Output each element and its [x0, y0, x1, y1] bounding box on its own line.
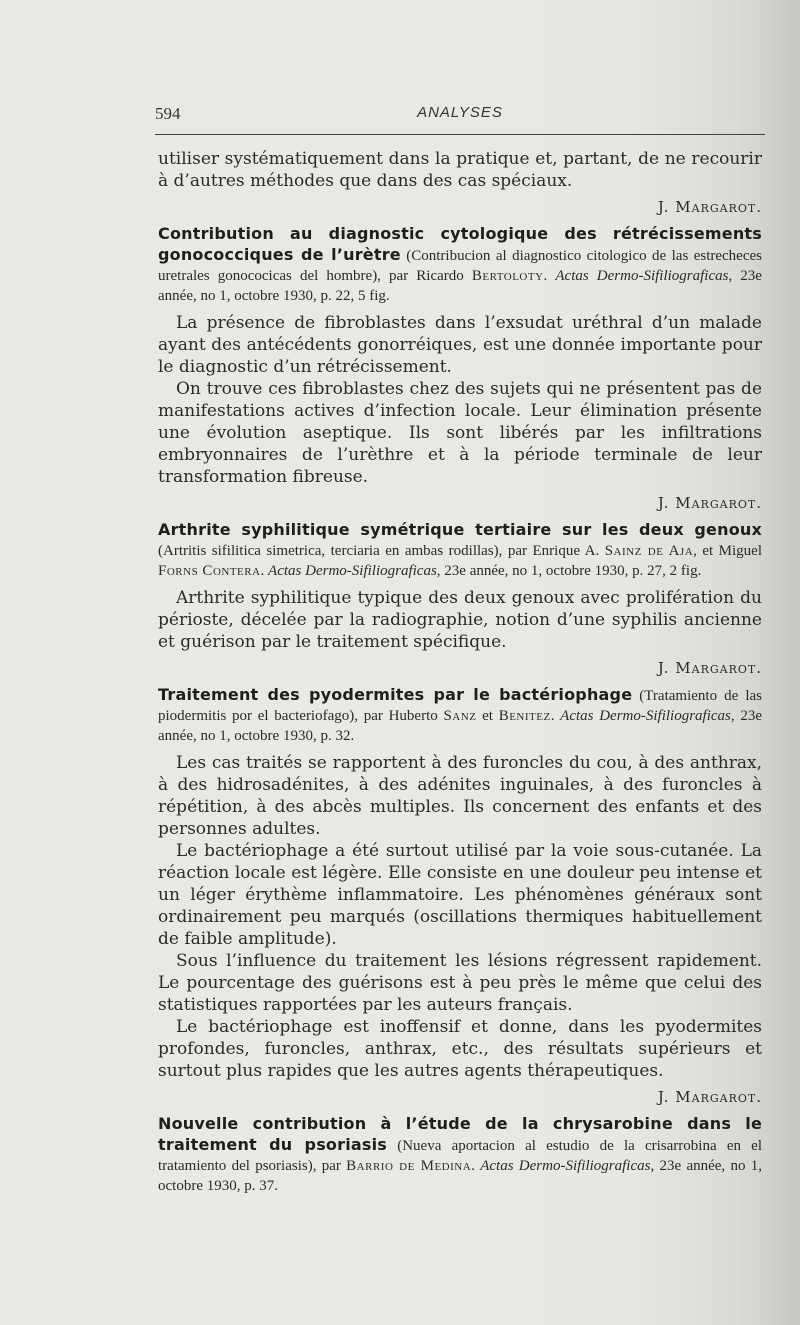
entry-citation: , 23e année, no 1, octobre 1930, p. 37. [158, 1158, 762, 1194]
entry-journal: Actas Dermo-Sifiliograficas [480, 1158, 651, 1174]
entry-author: Barrio de Medina [346, 1158, 472, 1174]
entry-paragraph: Arthrite syphilitique typique des deux genoux avec prolifération du périoste, décelée par la radiographie, notion d’une syphilis ancienne et guérison par le traitement spécifique. [158, 588, 762, 652]
entry-title: Contribution au diagnostic cytologique des rétrécissements gonococciques de l’urètre [158, 224, 762, 264]
entry-title: Traitement des pyodermites par le bactériophage [158, 685, 633, 704]
entry-journal: Actas Dermo-Sifiliograficas [560, 708, 731, 724]
entry-paragraph: La présence de fibroblastes dans l’exsudat uréthral d’un malade ayant des antécédents gonorréiques, est une donnée importante pour le diagnostic d’un rétrécissement. [158, 313, 762, 377]
review-entry-1 [158, 224, 762, 514]
entry-author: Bertoloty [471, 268, 544, 284]
entry-title: Nouvelle contribution à l’étude de la chrysarobine dans le traitement du psoriasis [158, 1114, 762, 1154]
entry-journal: Actas Dermo-Sifiliograficas [555, 268, 729, 284]
review-entry-3 [158, 685, 762, 1108]
entry-journal: Actas Dermo-Sifiliograficas [268, 563, 437, 579]
entry-paragraph: Le bactériophage est inoffensif et donne, dans les pyodermites profondes, furoncles, anthrax, etc., des résultats supérieurs et surtout plus rapides que les autres agents thérapeutiques. [158, 1017, 762, 1081]
review-entry-4 [158, 1114, 762, 1196]
entry-citation: , 23e année, no 1, octobre 1930, p. 22, 5 fig. [158, 268, 762, 304]
entry-reference-sep-2: . [260, 563, 269, 579]
entry-author: Sainz de Aja [604, 543, 694, 559]
entry-paragraph: On trouve ces fibroblastes chez des sujets qui ne présentent pas de manifestations actives d’infection locale. Leur élimination présente une évolution aseptique. Ils sont libérés par les infiltrations embryonnaires de l’urèthre et à la période terminale de leur transformation fibreuse. [158, 379, 762, 487]
entry-title: Arthrite syphilitique symétrique tertiaire sur les deux genoux [158, 520, 762, 539]
entry-citation: , 23e année, no 1, octobre 1930, p. 32. [158, 708, 762, 744]
entry-reference-sep: et [476, 708, 499, 724]
entry-author-2: Benitez [498, 708, 551, 724]
entry-paragraph: Les cas traités se rapportent à des furoncles du cou, à des anthrax, à des hidrosadénites, à des adénites inguinales, à des furoncles à répétition, à des abcès multiples. Ils concernent des enfants et des personnes adultes. [158, 753, 762, 839]
entry-reference-sep-2: . [550, 708, 561, 724]
entry-author: Sanz [443, 708, 477, 724]
entry-reference-sep: , et Miguel [693, 543, 763, 559]
article-body [158, 148, 762, 1202]
review-entry-2 [158, 520, 762, 679]
entry-reference: (Contribucion al diagnostico citologico de las estrecheces uretrales gonococicas del hombre), par Ricardo [158, 248, 762, 284]
entry-paragraph: Le bactériophage a été surtout utilisé par la voie sous-cutanée. La réaction locale est légère. Elle consiste en une douleur peu intense et un léger érythème inflammatoire. Les phénomènes généraux sont ordinairement peu marqués (oscillations thermiques habituellement de faible amplitude). [158, 841, 762, 949]
running-title: ANALYSES [417, 104, 503, 121]
intro-signature: J. Margarot. [657, 198, 762, 216]
entry-reference: (Artritis sifilitica simetrica, terciaria en ambas rodillas), par Enrique A. [158, 543, 605, 559]
entry-heading [158, 224, 762, 306]
entry-reference: (Nueva aportacion al estudio de la crisarrobina en el tratamiento del psoriasis), par [158, 1138, 762, 1174]
entry-author-2: Forns Contera [158, 563, 261, 579]
entry-heading [158, 1114, 762, 1196]
entry-reference-sep: . [471, 1158, 481, 1174]
intro-paragraph: utiliser systématiquement dans la pratique et, partant, de ne recourir à d’autres méthodes que dans des cas spéciaux. [158, 149, 762, 191]
entry-paragraph: Sous l’influence du traitement les lésions régressent rapidement. Le pourcentage des guérisons est à peu près le même que celui des statistiques rapportées par les auteurs français. [158, 951, 762, 1015]
entry-heading [158, 520, 762, 581]
page-header [155, 102, 765, 130]
header-rule [155, 134, 765, 135]
entry-reference-sep: . [543, 268, 556, 284]
page-number: 594 [155, 104, 181, 123]
entry-signature: J. Margarot. [657, 659, 762, 677]
entry-signature: J. Margarot. [657, 1088, 762, 1106]
entry-reference: (Tratamiento de las piodermitis por el bacteriofago), par Huberto [158, 688, 762, 724]
entry-signature: J. Margarot. [657, 494, 762, 512]
entry-heading [158, 685, 762, 746]
entry-citation: , 23e année, no 1, octobre 1930, p. 27, 2 fig. [436, 563, 702, 579]
